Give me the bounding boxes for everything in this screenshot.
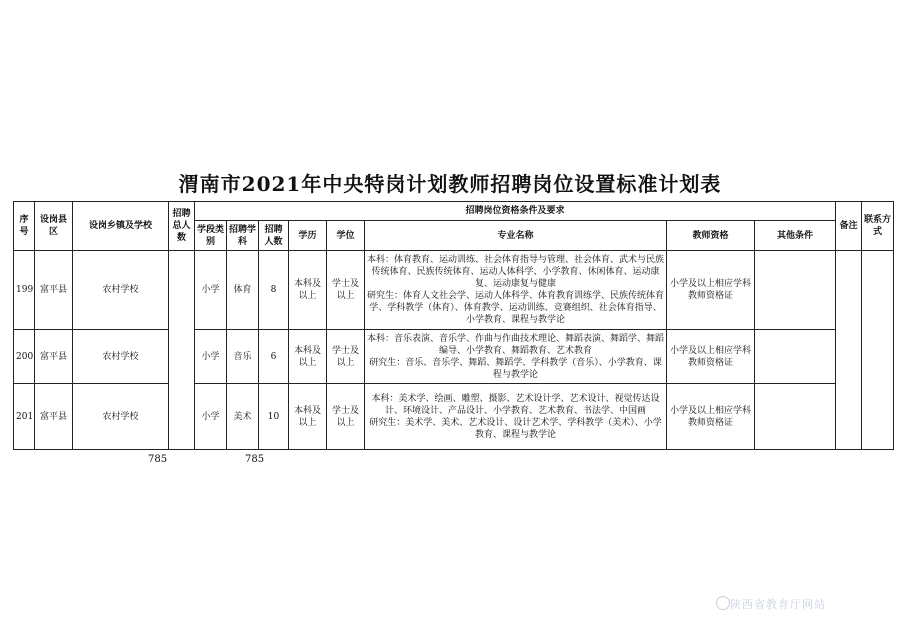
header-total: 招聘总人数 [169,202,195,251]
count-sum: 785 [245,454,265,465]
watermark-logo-icon [716,596,730,610]
stage-cell: 小学 [195,384,227,450]
header-county: 设岗县区 [35,202,73,251]
education-cell: 本科及以上 [289,384,327,450]
degree-cell: 学士及以上 [327,330,365,384]
school-cell: 农村学校 [73,384,169,450]
header-cert: 教师资格 [667,221,755,251]
education-cell: 本科及以上 [289,330,327,384]
recruitment-plan-table [13,201,894,450]
watermark: 陕西省教育厅网站 [730,598,826,611]
other-cell [755,251,836,330]
education-cell: 本科及以上 [289,251,327,330]
header-major: 专业名称 [365,221,667,251]
table-row [14,251,894,330]
other-cell [755,384,836,450]
total-cell [169,251,195,450]
school-cell: 农村学校 [73,330,169,384]
subject-cell: 美术 [227,384,259,450]
header-subject: 招聘学科 [227,221,259,251]
subject-cell: 体育 [227,251,259,330]
school-cell: 农村学校 [73,251,169,330]
major-cell: 本科：美术学、绘画、雕塑、摄影、艺术设计学、艺术设计、视觉传达设计、环境设计、产品设计、小学教育、艺术教育、书法学、中国画 研究生：美术学、美术、艺术设计、设计艺术学、学科教学（美术）、小学教育、课程与教学论 [365,384,667,450]
county-cell: 富平县 [35,384,73,450]
degree-cell: 学士及以上 [327,251,365,330]
contact-cell [862,251,894,450]
subject-cell: 音乐 [227,330,259,384]
stage-cell: 小学 [195,330,227,384]
stage-cell: 小学 [195,251,227,330]
county-cell: 富平县 [35,251,73,330]
header-remark: 备注 [836,202,862,251]
seq-cell: 201 [14,384,35,450]
header-requirements: 招聘岗位资格条件及要求 [195,202,836,221]
header-contact: 联系方式 [862,202,894,251]
other-cell [755,330,836,384]
major-cell: 本科：体育教育、运动训练、社会体育指导与管理、社会体育、武术与民族传统体育、民族传统体育、运动人体科学、小学教育、休闲体育、运动康复、运动康复与健康 研究生：体育人文社会学、运动人体科学、体育教育训练学、民族传统体育学、学科教学（体育）、体育教学、运动训练、竞赛组织、社会体育指导、小学教育、课程与教学论 [365,251,667,330]
header-other: 其他条件 [755,221,836,251]
seq-cell: 200 [14,330,35,384]
page-title: 渭南市2021年中央特岗计划教师招聘岗位设置标准计划表 [178,172,722,196]
count-cell: 10 [259,384,289,450]
header-education: 学历 [289,221,327,251]
header-school: 设岗乡镇及学校 [73,202,169,251]
table-row [14,330,894,384]
header-degree: 学位 [327,221,365,251]
remark-cell [836,251,862,450]
header-seq: 序号 [14,202,35,251]
cert-cell: 小学及以上相应学科教师资格证 [667,384,755,450]
count-cell: 8 [259,251,289,330]
total-sum: 785 [148,454,168,465]
table-row [14,384,894,450]
county-cell: 富平县 [35,330,73,384]
major-cell: 本科：音乐表演、音乐学、作曲与作曲技术理论、舞蹈表演、舞蹈学、舞蹈编导、小学教育、舞蹈教育、艺术教育 研究生：音乐、音乐学、舞蹈、舞蹈学、学科教学（音乐）、小学教育、课程与教学论 [365,330,667,384]
cert-cell: 小学及以上相应学科教师资格证 [667,330,755,384]
degree-cell: 学士及以上 [327,384,365,450]
header-count: 招聘人数 [259,221,289,251]
count-cell: 6 [259,330,289,384]
header-stage: 学段类别 [195,221,227,251]
cert-cell: 小学及以上相应学科教师资格证 [667,251,755,330]
seq-cell: 199 [14,251,35,330]
